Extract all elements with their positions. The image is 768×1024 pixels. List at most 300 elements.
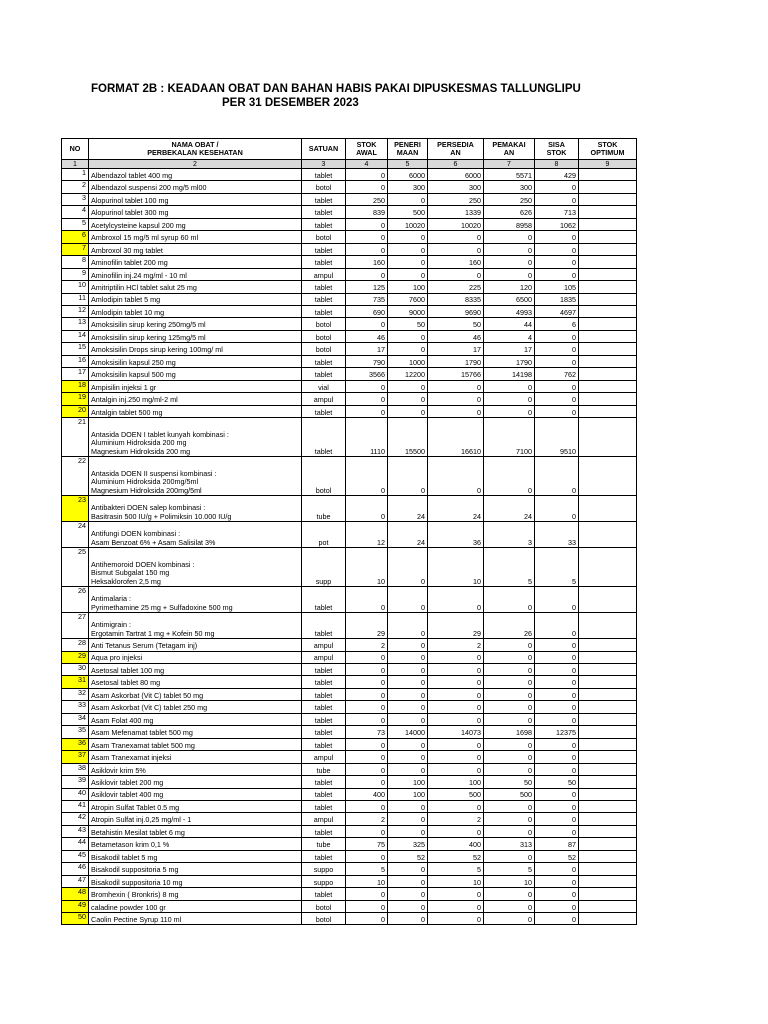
value-pakai: 1790 xyxy=(484,355,535,367)
drug-name-line: Antifungi DOEN kombinasi : xyxy=(91,529,181,539)
value-terima: 0 xyxy=(388,380,428,392)
table-row xyxy=(62,548,637,587)
unit: tablet xyxy=(302,218,346,230)
value-sisa: 0 xyxy=(535,380,579,392)
drug-name xyxy=(89,268,302,280)
drug-name xyxy=(89,651,302,663)
value-sedia: 5 xyxy=(428,863,484,875)
value-sedia: 2 xyxy=(428,639,484,651)
row-number: 32 xyxy=(62,688,89,700)
unit: tablet xyxy=(302,688,346,700)
drug-name-line: Antibakteri DOEN salep kombinasi : xyxy=(91,503,206,513)
value-stok: 0 xyxy=(346,651,388,663)
value-pakai: 250 xyxy=(484,193,535,205)
value-sisa: 0 xyxy=(535,688,579,700)
drug-name-line: Asam Askorbat (Vit C) tablet 250 mg xyxy=(91,703,208,713)
drug-name xyxy=(89,888,302,900)
value-stok: 0 xyxy=(346,850,388,862)
value-sedia: 400 xyxy=(428,838,484,850)
value-opt xyxy=(579,713,637,725)
value-opt xyxy=(579,776,637,788)
unit: tablet xyxy=(302,405,346,417)
drug-name-line: Antimalaria : xyxy=(91,594,131,604)
value-pakai: 0 xyxy=(484,688,535,700)
header-pemakaian xyxy=(484,139,535,160)
value-stok: 160 xyxy=(346,256,388,268)
row-number: 23 xyxy=(62,496,89,522)
row-number: 38 xyxy=(62,763,89,775)
drug-name xyxy=(89,776,302,788)
value-stok: 0 xyxy=(346,676,388,688)
unit: tablet xyxy=(302,305,346,317)
table-row xyxy=(62,751,637,763)
value-stok: 0 xyxy=(346,900,388,912)
drug-name xyxy=(89,738,302,750)
value-opt xyxy=(579,888,637,900)
value-sedia: 0 xyxy=(428,243,484,255)
value-sisa: 0 xyxy=(535,613,579,639)
value-sedia: 500 xyxy=(428,788,484,800)
value-sedia: 0 xyxy=(428,688,484,700)
drug-name-line: Heksaklorofen 2,5 mg xyxy=(91,576,161,586)
table-row xyxy=(62,763,637,775)
table-row xyxy=(62,330,637,342)
row-number: 1 xyxy=(62,169,89,181)
drug-name xyxy=(89,676,302,688)
drug-name-line: Bisakodil suppositoria 10 mg xyxy=(91,877,183,887)
unit: tube xyxy=(302,763,346,775)
unit: supp xyxy=(302,548,346,587)
table-row xyxy=(62,738,637,750)
value-terima: 0 xyxy=(388,738,428,750)
drug-name xyxy=(89,355,302,367)
drug-name xyxy=(89,763,302,775)
drug-name xyxy=(89,380,302,392)
unit: tablet xyxy=(302,888,346,900)
table-row xyxy=(62,380,637,392)
row-number: 13 xyxy=(62,318,89,330)
value-sisa: 1835 xyxy=(535,293,579,305)
drug-name-line: Betametason krim 0,1 % xyxy=(91,840,170,850)
value-terima: 0 xyxy=(388,888,428,900)
drug-name-line: Antihemoroid DOEN kombinasi : xyxy=(91,559,195,569)
value-stok: 250 xyxy=(346,193,388,205)
value-sedia: 29 xyxy=(428,613,484,639)
value-sisa: 0 xyxy=(535,639,579,651)
row-number: 19 xyxy=(62,393,89,405)
value-opt xyxy=(579,850,637,862)
value-pakai: 0 xyxy=(484,405,535,417)
unit: botol xyxy=(302,181,346,193)
value-stok: 735 xyxy=(346,293,388,305)
value-sedia: 0 xyxy=(428,713,484,725)
value-opt xyxy=(579,751,637,763)
value-pakai: 0 xyxy=(484,663,535,675)
table-row xyxy=(62,800,637,812)
drug-name xyxy=(89,193,302,205)
value-terima: 15500 xyxy=(388,418,428,457)
drug-name-line: Asam Mefenamat tablet 500 mg xyxy=(91,728,193,738)
drug-name-line: Ambroxol 30 mg tablet xyxy=(91,245,163,255)
drug-name xyxy=(89,800,302,812)
value-sisa: 0 xyxy=(535,900,579,912)
value-opt xyxy=(579,900,637,912)
value-stok: 0 xyxy=(346,763,388,775)
value-terima: 0 xyxy=(388,713,428,725)
value-sedia: 8335 xyxy=(428,293,484,305)
value-stok: 0 xyxy=(346,776,388,788)
value-sisa: 12375 xyxy=(535,726,579,738)
value-opt xyxy=(579,639,637,651)
value-pakai: 0 xyxy=(484,751,535,763)
value-pakai: 0 xyxy=(484,256,535,268)
value-stok: 10 xyxy=(346,548,388,587)
unit: tablet xyxy=(302,788,346,800)
unit: tablet xyxy=(302,169,346,181)
value-stok: 10 xyxy=(346,875,388,887)
value-opt xyxy=(579,380,637,392)
value-sisa: 0 xyxy=(535,587,579,613)
table-row xyxy=(62,613,637,639)
drug-name-line: Bisakodil suppositoria 5 mg xyxy=(91,865,179,875)
row-number: 45 xyxy=(62,850,89,862)
value-sedia: 17 xyxy=(428,343,484,355)
value-stok: 0 xyxy=(346,713,388,725)
unit: tablet xyxy=(302,676,346,688)
value-opt xyxy=(579,651,637,663)
value-stok: 0 xyxy=(346,318,388,330)
header-nama-obat xyxy=(89,139,302,160)
value-opt xyxy=(579,305,637,317)
value-pakai: 7100 xyxy=(484,418,535,457)
table-row xyxy=(62,393,637,405)
value-stok: 46 xyxy=(346,330,388,342)
table-row xyxy=(62,368,637,380)
value-stok: 0 xyxy=(346,496,388,522)
value-sisa: 0 xyxy=(535,701,579,713)
value-sisa: 0 xyxy=(535,457,579,496)
row-number: 2 xyxy=(62,181,89,193)
value-sisa: 762 xyxy=(535,368,579,380)
value-pakai: 0 xyxy=(484,888,535,900)
drug-name xyxy=(89,318,302,330)
value-sedia: 160 xyxy=(428,256,484,268)
value-sedia: 0 xyxy=(428,738,484,750)
value-pakai: 10 xyxy=(484,875,535,887)
value-terima: 0 xyxy=(388,813,428,825)
value-pakai: 5571 xyxy=(484,169,535,181)
value-stok: 125 xyxy=(346,281,388,293)
value-pakai: 8958 xyxy=(484,218,535,230)
value-stok: 0 xyxy=(346,738,388,750)
value-pakai: 0 xyxy=(484,813,535,825)
value-sisa: 9510 xyxy=(535,418,579,457)
row-number: 12 xyxy=(62,305,89,317)
value-sedia: 0 xyxy=(428,457,484,496)
value-sisa: 0 xyxy=(535,243,579,255)
value-pakai: 120 xyxy=(484,281,535,293)
value-sedia: 0 xyxy=(428,405,484,417)
value-sedia: 52 xyxy=(428,850,484,862)
table-body xyxy=(62,169,637,925)
drug-name-line: caladine powder 100 gr xyxy=(91,902,166,912)
table-row xyxy=(62,713,637,725)
value-sisa: 0 xyxy=(535,330,579,342)
value-pakai: 3 xyxy=(484,522,535,548)
value-sisa: 0 xyxy=(535,663,579,675)
row-number: 8 xyxy=(62,256,89,268)
value-stok: 0 xyxy=(346,243,388,255)
drug-name-line: Asetosal tablet 100 mg xyxy=(91,665,165,675)
value-terima: 0 xyxy=(388,763,428,775)
value-pakai: 0 xyxy=(484,651,535,663)
table-row xyxy=(62,825,637,837)
table-row xyxy=(62,305,637,317)
drug-name-line: Caolin Pectine Syrup 110 ml xyxy=(91,914,182,924)
value-sisa: 713 xyxy=(535,206,579,218)
document-title: FORMAT 2B : KEADAAN OBAT DAN BAHAN HABIS PAKAI DIPUSKESMAS TALLUNGLIPU xyxy=(91,83,581,95)
unit: botol xyxy=(302,457,346,496)
drug-name xyxy=(89,496,302,522)
header-penerimaan xyxy=(388,139,428,160)
value-sisa: 0 xyxy=(535,763,579,775)
drug-name-line: Alopurinol tablet 100 mg xyxy=(91,195,169,205)
value-stok: 0 xyxy=(346,380,388,392)
value-stok: 73 xyxy=(346,726,388,738)
row-number: 48 xyxy=(62,888,89,900)
row-number: 16 xyxy=(62,355,89,367)
drug-name-line: Asam Benzoat 6% + Asam Salisilat 3% xyxy=(91,537,216,547)
value-sedia: 9690 xyxy=(428,305,484,317)
table-row xyxy=(62,318,637,330)
table-row xyxy=(62,888,637,900)
value-stok: 0 xyxy=(346,825,388,837)
value-stok: 0 xyxy=(346,663,388,675)
header-nama-line1: NAMA OBAT / xyxy=(171,140,219,149)
drug-name xyxy=(89,813,302,825)
value-pakai: 4 xyxy=(484,330,535,342)
column-number: 5 xyxy=(388,160,428,169)
value-terima: 24 xyxy=(388,496,428,522)
value-sisa: 0 xyxy=(535,713,579,725)
table-row xyxy=(62,418,637,457)
value-opt xyxy=(579,676,637,688)
value-stok: 12 xyxy=(346,522,388,548)
table-row xyxy=(62,256,637,268)
value-pakai: 0 xyxy=(484,676,535,688)
table-row xyxy=(62,218,637,230)
drug-name-line: Magnesium Hidroksida 200 mg xyxy=(91,446,191,456)
value-stok: 0 xyxy=(346,701,388,713)
unit: botol xyxy=(302,913,346,925)
table-row xyxy=(62,281,637,293)
unit: tablet xyxy=(302,368,346,380)
value-opt xyxy=(579,457,637,496)
value-sedia: 10 xyxy=(428,875,484,887)
value-pakai: 0 xyxy=(484,850,535,862)
value-stok: 0 xyxy=(346,393,388,405)
value-opt xyxy=(579,813,637,825)
table-row xyxy=(62,813,637,825)
value-opt xyxy=(579,293,637,305)
drug-name-line: Aluminium Hidroksida 200mg/5ml xyxy=(91,477,199,487)
drug-name-line: Bismut Subgalat 150 mg xyxy=(91,568,170,578)
value-stok: 0 xyxy=(346,587,388,613)
table-row xyxy=(62,850,637,862)
value-sedia: 36 xyxy=(428,522,484,548)
header-sisa-stok-line2: STOK xyxy=(546,148,567,157)
table-row xyxy=(62,651,637,663)
value-sisa: 0 xyxy=(535,181,579,193)
value-sedia: 2 xyxy=(428,813,484,825)
value-pakai: 626 xyxy=(484,206,535,218)
value-stok: 690 xyxy=(346,305,388,317)
value-pakai: 0 xyxy=(484,587,535,613)
unit: botol xyxy=(302,330,346,342)
header-stok-awal-line1: STOK xyxy=(356,140,377,149)
header-persediaan-line1: PERSEDIA xyxy=(437,140,474,149)
value-stok: 0 xyxy=(346,457,388,496)
drug-name-line: Albendazol suspensi 200 mg/5 ml00 xyxy=(91,183,207,193)
row-number: 14 xyxy=(62,330,89,342)
value-stok: 2 xyxy=(346,813,388,825)
value-sisa: 0 xyxy=(535,343,579,355)
unit: ampul xyxy=(302,393,346,405)
unit: botol xyxy=(302,318,346,330)
value-opt xyxy=(579,231,637,243)
value-pakai: 0 xyxy=(484,243,535,255)
value-stok: 0 xyxy=(346,231,388,243)
value-terima: 0 xyxy=(388,613,428,639)
drug-name-line: Asiklovir tablet 400 mg xyxy=(91,790,164,800)
value-terima: 1000 xyxy=(388,355,428,367)
unit: tablet xyxy=(302,726,346,738)
row-number: 21 xyxy=(62,418,89,457)
drug-name-line: Antalgin inj.250 mg/ml-2 ml xyxy=(91,395,178,405)
table-row xyxy=(62,169,637,181)
value-sedia: 14073 xyxy=(428,726,484,738)
value-pakai: 1698 xyxy=(484,726,535,738)
value-sisa: 5 xyxy=(535,548,579,587)
unit: tube xyxy=(302,838,346,850)
unit: botol xyxy=(302,231,346,243)
value-opt xyxy=(579,875,637,887)
drug-name xyxy=(89,169,302,181)
value-terima: 50 xyxy=(388,318,428,330)
table-row xyxy=(62,838,637,850)
value-opt xyxy=(579,587,637,613)
unit: tablet xyxy=(302,613,346,639)
header-row xyxy=(62,139,637,160)
value-pakai: 0 xyxy=(484,380,535,392)
drug-name xyxy=(89,613,302,639)
unit: ampul xyxy=(302,813,346,825)
value-stok: 0 xyxy=(346,218,388,230)
row-number: 37 xyxy=(62,751,89,763)
value-terima: 0 xyxy=(388,548,428,587)
row-number: 43 xyxy=(62,825,89,837)
row-number: 22 xyxy=(62,457,89,496)
drug-name xyxy=(89,701,302,713)
value-opt xyxy=(579,418,637,457)
drug-name-line: Amitriptilin HCl tablet salut 25 mg xyxy=(91,283,197,293)
drug-name-line: Asam Folat 400 mg xyxy=(91,715,154,725)
value-sedia: 0 xyxy=(428,676,484,688)
row-number: 25 xyxy=(62,548,89,587)
unit: tablet xyxy=(302,193,346,205)
row-number: 10 xyxy=(62,281,89,293)
drug-name-line: Betahistin Mesilat tablet 6 mg xyxy=(91,827,185,837)
value-sedia: 300 xyxy=(428,181,484,193)
unit: tablet xyxy=(302,206,346,218)
header-persediaan xyxy=(428,139,484,160)
value-pakai: 4993 xyxy=(484,305,535,317)
unit: botol xyxy=(302,343,346,355)
value-sedia: 0 xyxy=(428,651,484,663)
value-terima: 0 xyxy=(388,393,428,405)
drug-name xyxy=(89,393,302,405)
value-pakai: 0 xyxy=(484,393,535,405)
value-stok: 5 xyxy=(346,863,388,875)
value-terima: 0 xyxy=(388,900,428,912)
drug-name xyxy=(89,305,302,317)
value-terima: 0 xyxy=(388,913,428,925)
drug-name-line: Aqua pro injeksi xyxy=(91,653,143,663)
value-opt xyxy=(579,281,637,293)
unit: pot xyxy=(302,522,346,548)
unit: tablet xyxy=(302,418,346,457)
value-sedia: 0 xyxy=(428,800,484,812)
value-pakai: 0 xyxy=(484,738,535,750)
value-opt xyxy=(579,838,637,850)
value-sisa: 0 xyxy=(535,738,579,750)
table-row xyxy=(62,688,637,700)
drug-name-line: Ampisilin injeksi 1 gr xyxy=(91,382,157,392)
value-sedia: 46 xyxy=(428,330,484,342)
table-row xyxy=(62,405,637,417)
value-sedia: 0 xyxy=(428,380,484,392)
value-sedia: 24 xyxy=(428,496,484,522)
value-sedia: 0 xyxy=(428,268,484,280)
value-sedia: 15766 xyxy=(428,368,484,380)
header-stok-optimum-line1: STOK xyxy=(597,140,618,149)
table-row xyxy=(62,193,637,205)
table-row xyxy=(62,726,637,738)
row-number: 34 xyxy=(62,713,89,725)
drug-name xyxy=(89,900,302,912)
value-sisa: 0 xyxy=(535,676,579,688)
column-number: 7 xyxy=(484,160,535,169)
drug-name-line: Pyrimethamine 25 mg + Sulfadoxine 500 mg xyxy=(91,602,233,612)
unit: tablet xyxy=(302,800,346,812)
drug-name xyxy=(89,256,302,268)
unit: tablet xyxy=(302,825,346,837)
value-opt xyxy=(579,343,637,355)
value-pakai: 0 xyxy=(484,713,535,725)
value-sisa: 1062 xyxy=(535,218,579,230)
unit: tablet xyxy=(302,850,346,862)
value-pakai: 5 xyxy=(484,863,535,875)
row-number: 3 xyxy=(62,193,89,205)
row-number: 9 xyxy=(62,268,89,280)
column-number: 2 xyxy=(89,160,302,169)
value-stok: 839 xyxy=(346,206,388,218)
header-sisa-stok xyxy=(535,139,579,160)
value-sisa: 33 xyxy=(535,522,579,548)
table-row xyxy=(62,875,637,887)
header-satuan: SATUAN xyxy=(302,139,346,160)
column-number: 4 xyxy=(346,160,388,169)
